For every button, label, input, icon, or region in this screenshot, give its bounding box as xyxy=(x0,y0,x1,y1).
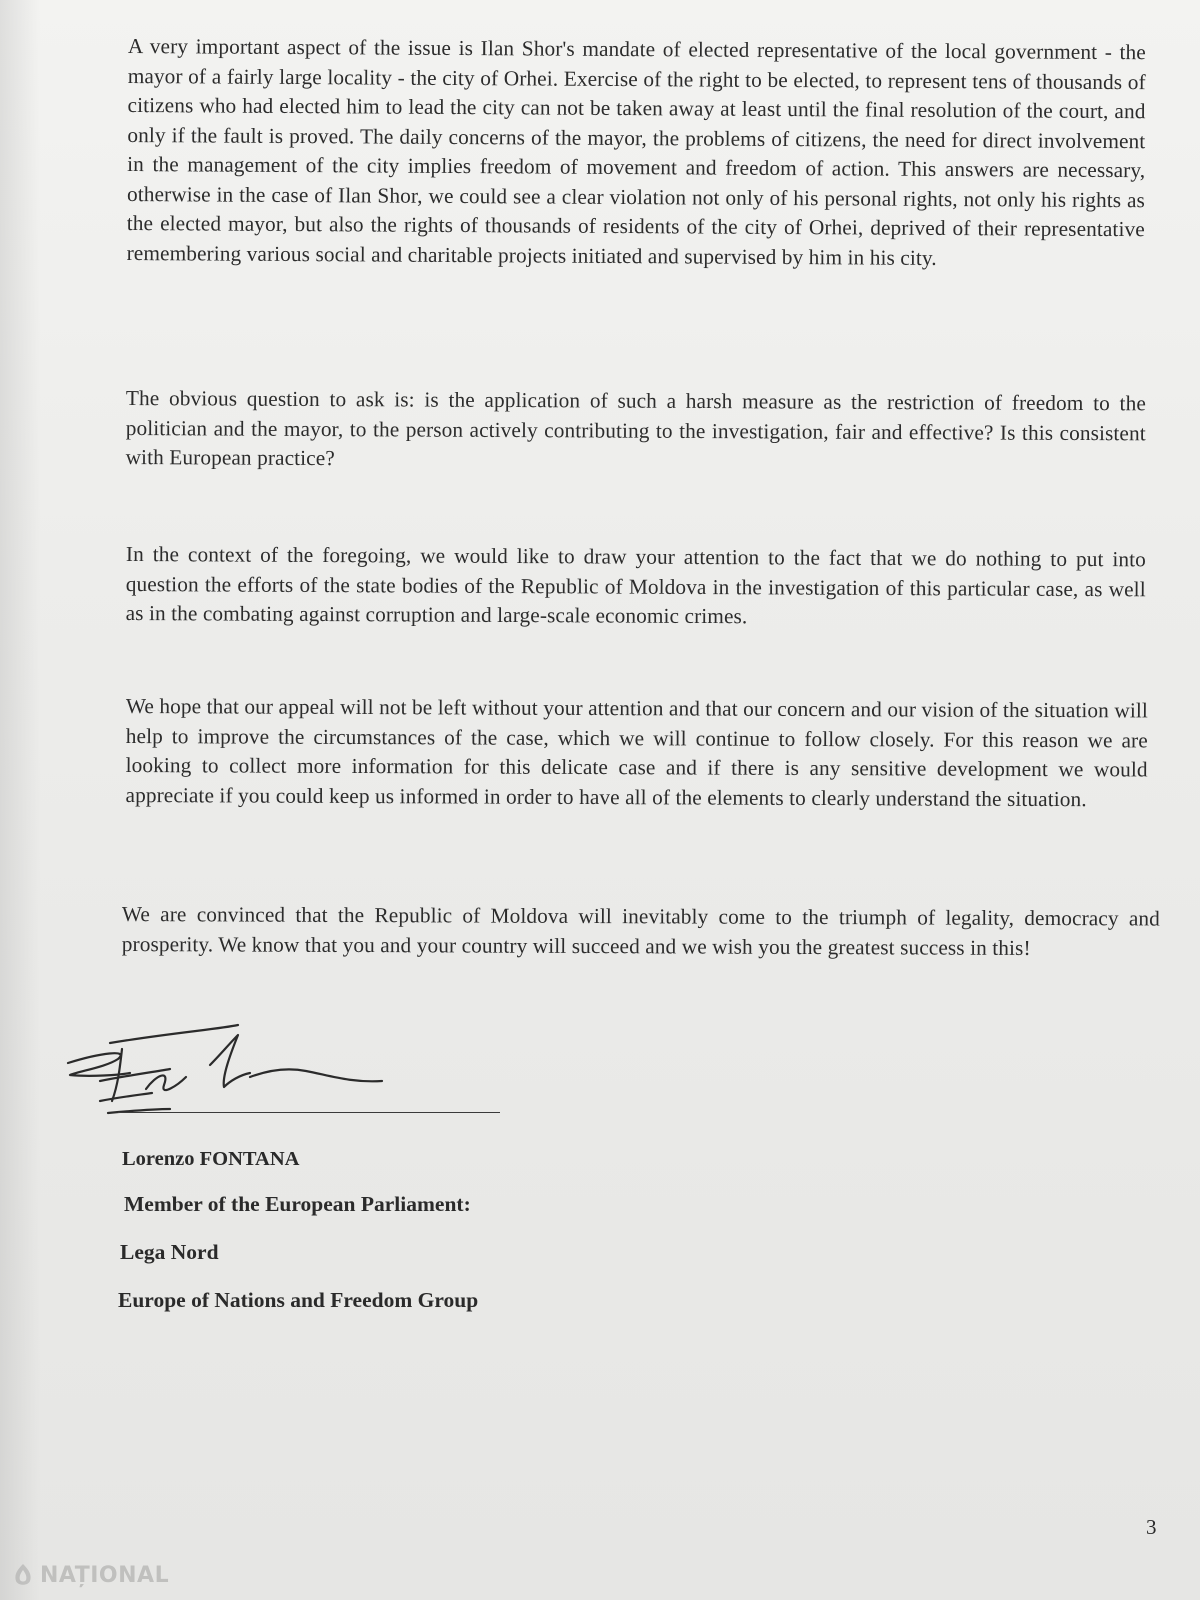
signature-line xyxy=(118,1112,500,1113)
national-logo-icon xyxy=(10,1562,36,1588)
watermark-logo xyxy=(10,1562,169,1588)
paragraph-conclusion: We are convinced that the Republic of Moldova will inevitably come to the triumph of legality, democracy and prosperity. We know that you and your country will succeed and we wish you the greatest success in this! xyxy=(121,902,1160,960)
handwritten-signature xyxy=(60,1015,510,1135)
paragraph-context: In the context of the foregoing, we would like to draw your attention to the fact that we do nothing to put into question the efforts of the state bodies of the Republic of Moldova in the investigation of this particular case, as well as in the combating against corruption and large-scale economic crimes. xyxy=(125,542,1146,629)
page-number: 3 xyxy=(1146,1515,1157,1539)
paragraph-question: The obvious question to ask is: is the application of such a harsh measure as the restriction of freedom to the politician and the mayor, to the person actively contributing to the investigation, fair and effective? Is this consistent with European practice? xyxy=(125,385,1146,471)
watermark-text: NAȚIONAL xyxy=(40,1562,170,1588)
paragraph-mandate: A very important aspect of the issue is Ilan Shor's mandate of elected representative of the local government - the mayor of a fairly large locality - the city of Orhei. Exercise of the right to be elected, to represent tens of thousands of citizens who had elected him to lead the city can not be taken away at least until the final resolution of the court, and only if the fault is proved. The daily concerns of the mayor, the problems of citizens, the need for direct involvement in the management of the city implies freedom of movement and freedom of action. This answers are necessary, otherwise in the case of Ilan Shor, we could see a clear violation not only of his personal rights, not only his rights as the elected mayor, but also the rights of thousands of residents of the city of Orhei, deprived of their representative remembering various social and charitable projects initiated and supervised by him in his city. xyxy=(126,33,1146,270)
signatory-party: Lega Nord xyxy=(120,1240,219,1264)
page-edge-shadow xyxy=(0,0,40,1600)
paragraph-appeal: We hope that our appeal will not be left without your attention and that our concern and our vision of the situation will help to improve the circumstances of the case, which we will continue to follow closely. For this reason we are looking to collect more information for this delicate case and if there is any sensitive development we would appreciate if you could keep us informed in order to have all of the elements to clearly understand the situation. xyxy=(125,694,1148,811)
signatory-group: Europe of Nations and Freedom Group xyxy=(118,1288,479,1312)
signatory-name: Lorenzo FONTANA xyxy=(122,1148,300,1170)
signatory-role: Member of the European Parliament: xyxy=(124,1192,471,1216)
